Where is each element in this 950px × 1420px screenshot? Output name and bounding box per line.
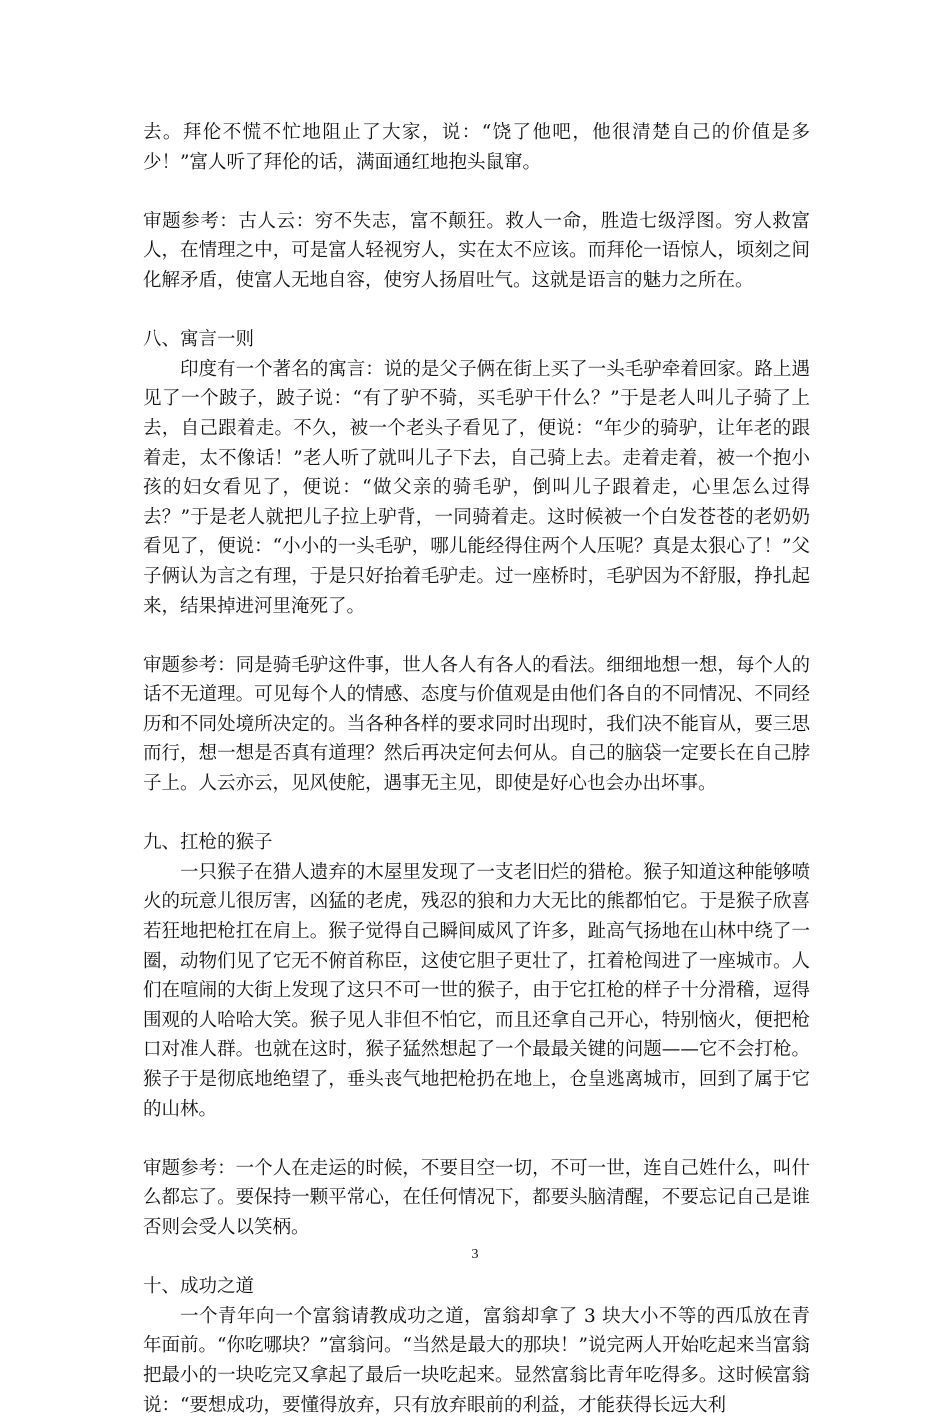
section-commentary-9: 审题参考：一个人在走运的时候，不要目空一切，不可一世，连自己姓什么，叫什么都忘了。要保持一颗平常心，在任何情况下，都要头脑清醒，不要忘记自己是谁否则会受人以笑柄。 [143,1157,810,1238]
paragraph-gap [143,799,810,829]
intro-commentary: 审题参考：古人云：穷不失志，富不颠狂。救人一命，胜造七级浮图。穷人救富人，在情理之中，可是富人轻视穷人，实在太不应该。而拜伦一语惊人，顷刻之间化解矛盾，使富人无地自容，使穷人扬眉吐气。这就是语言的魅力之所在。 [143,210,810,291]
intro-paragraph: 去。拜伦不慌不忙地阻止了大家，说：“饶了他吧，他很清楚自己的价值是多少！”富人听了拜伦的话，满面通红地抱头鼠窜。 [143,122,810,173]
section-body-8: 印度有一个著名的寓言：说的是父子俩在街上买了一头毛驴牵着回家。路上遇见了一个跛子，跛子说：“有了驴不骑，买毛驴干什么？”于是老人叫儿子骑了上去，自己跟着走。不久，被一个老头子看见了，便说：“年少的骑驴，让年老的跟着走，太不像话！”老人听了就叫儿子下去，自己骑上去。走着走着，被一个抱小孩的妇女看见了，便说：“做父亲的骑毛驴，倒叫儿子跟着走，心里怎么过得去？”于是老人就把儿子拉上驴背，一同骑着走。这时候被一个白发苍苍的老奶奶看见了，便说：“小小的一头毛驴，哪儿能经得住两个人压呢？真是太狠心了！”父子俩认为言之有理，于是只好抬着毛驴走。过一座桥时，毛驴因为不舒服，挣扎起来，结果掉进河里淹死了。 [143,358,810,617]
paragraph-gap [143,1124,810,1154]
section-commentary-8: 审题参考：同是骑毛驴这件事，世人各人有各人的看法。细细地想一想，每个人的话不无道理。可见每个人的情感、态度与价值观是由他们各自的不同情况、不同经历和不同处境所决定的。当各种各样的要求同时出现时，我们决不能盲从，要三思而行，想一想是否真有道理？然后再决定何去何从。自己的脑袋一定要长在自己脖子上。人云亦云，见风使舵，遇事无主见，即使是好心也会办出坏事。 [143,654,810,795]
section-body-10: 一个青年向一个富翁请教成功之道，富翁却拿了 3 块大小不等的西瓜放在青年面前。“你吃哪块？”富翁问。“当然是最大的那块！”说完两人开始吃起来当富翁把最小的一块吃完又拿起了最后一块吃起来。显然富翁比青年吃得多。这时候富翁说：“要想成功，要懂得放弃，只有放弃眼前的利益，才能获得长远大利 [143,1305,810,1416]
paragraph-gap [143,621,810,651]
paragraph-gap [143,177,810,207]
page-content [143,118,810,1420]
page-number: 3 [471,1247,479,1262]
section-body-9: 一只猴子在猎人遗弃的木屋里发现了一支老旧烂的猎枪。猴子知道这种能够喷火的玩意儿很厉害，凶猛的老虎，残忍的狼和力大无比的熊都怕它。于是猴子欣喜若狂地把枪扛在肩上。猴子觉得自己瞬间威风了许多，趾高气扬地在山林中绕了一圈，动物们见了它无不俯首称臣，这使它胆子更壮了，扛着枪闯进了一座城市。人们在喧闹的大街上发现了这只不可一世的猴子，由于它扛枪的样子十分滑稽，逗得围观的人哈哈大笑。猴子见人非但不怕它，而且还拿自己开心，特别恼火，便把枪口对准人群。也就在这时，猴子猛然想起了一个最最关键的问题——它不会打枪。猴子于是彻底地绝望了，垂头丧气地把枪扔在地上，仓皇逃离城市，回到了属于它的山林。 [143,861,810,1120]
paragraph-gap [143,296,810,326]
section-heading-8: 八、寓言一则 [143,329,255,351]
section-heading-10: 十、成功之道 [143,1276,255,1298]
section-heading-9: 九、扛枪的猴子 [143,832,273,854]
